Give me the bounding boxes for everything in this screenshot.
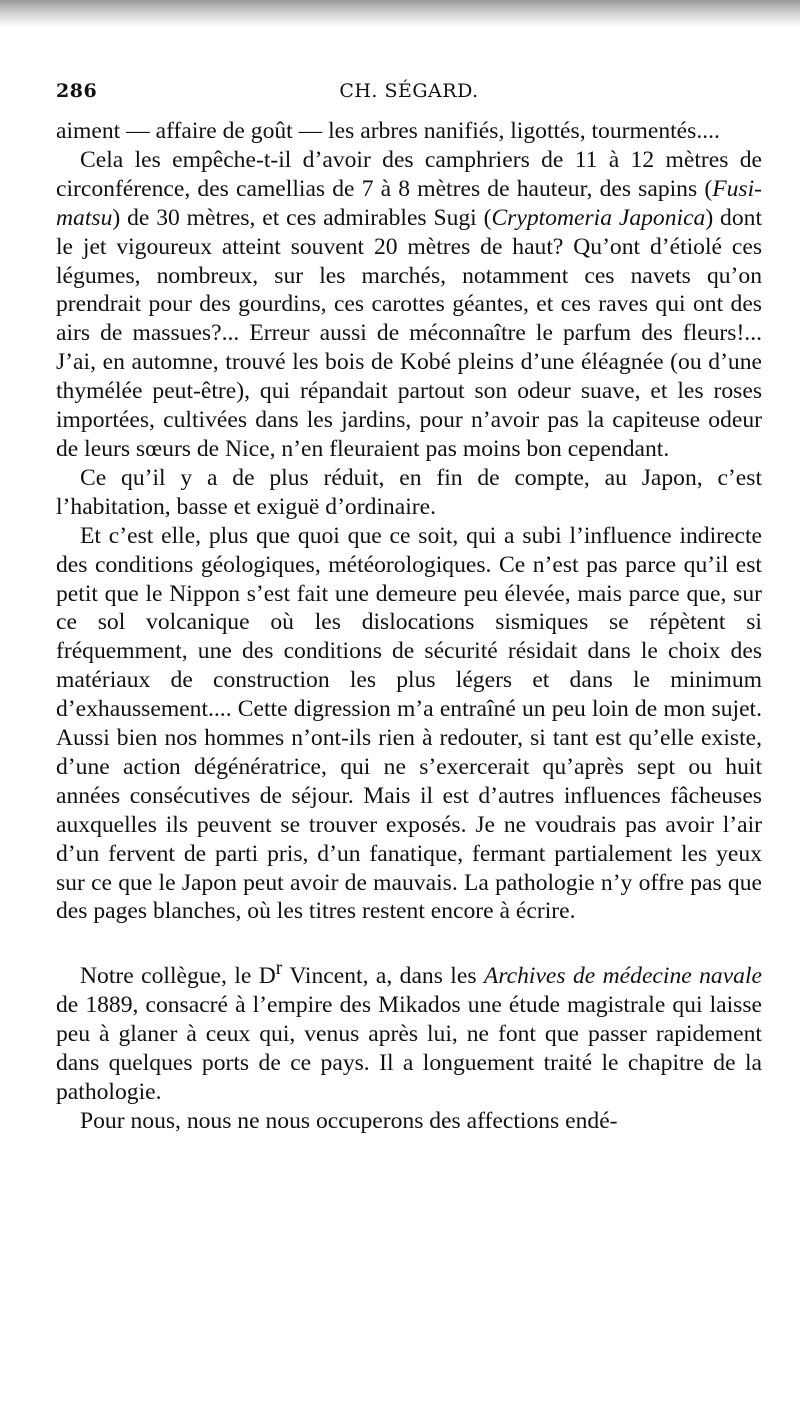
paragraph-text: Ce qu’il y a de plus réduit, en fin de compte, au Japon, c’est l’habitation, basse et exiguë d’ordinaire. <box>56 464 762 520</box>
paragraph-text: aiment — affaire de goût — les arbres nanifiés, ligottés, tourmentés.... <box>56 118 720 144</box>
page-header <box>56 80 762 110</box>
page-number: 286 <box>56 80 98 102</box>
paragraph-text: Et c’est elle, plus que quoi que ce soit, qui a subi l’influence indirecte des conditions géologiques, météorologiques. Ce n’est pas parce qu’il est petit que le Nippon s’est fait une demeure peu élevée, mais parce que, sur ce sol volcanique où les dislocations sismiques se répètent si fréquemment, une des conditions de sécurité résidait dans le choix des matériaux de construction les plus légers et dans le minimum d’exhaussement.... Cette digression m’a entraîné un peu loin de mon sujet. Aussi bien nos hommes n’ont-ils rien à redouter, si tant est qu’elle existe, d’une action dégénératrice, qui ne s’exercerait qu’après sept ou huit années consécutives de séjour. Mais il est d’autres influences fâcheuses auxquelles ils peuvent se trouver exposés. Je ne voudrais pas avoir l’air d’un fervent de parti pris, d’un fanatique, fermant partialement les yeux sur ce que le Japon peut avoir de mauvais. La pathologie n’y offre pas que des pages blanches, où les titres restent encore à écrire. <box>56 522 762 925</box>
paragraph-influence <box>56 522 762 927</box>
paragraph-text: de 1889, consacré à l’empire des Mikados une étude magistrale qui laisse peu à glaner à ceux qui, venus après lui, ne font que passer rapidement dans quelques ports de ce pays. Il a longuement traité le chapitre de la pathologie. <box>56 992 762 1105</box>
paragraph-text: Cela les empêche-t-il d’avoir des camphriers de 11 à 12 mètres de circonférence, des camellias de 7 à 8 mètres de hauteur, des sapins ( <box>56 146 762 202</box>
running-head: CH. SÉGARD. <box>339 80 479 102</box>
superscript: r <box>275 957 283 980</box>
paragraph-plants <box>56 146 762 464</box>
paragraph-text: Vincent, a, dans les <box>282 963 484 990</box>
body-text <box>56 117 762 1136</box>
page-top-shadow <box>0 0 800 28</box>
paragraph-text: Notre collègue, le D <box>80 963 276 990</box>
paragraph-habitation <box>56 464 762 522</box>
journal-title: Archives de médecine navale <box>483 963 762 990</box>
paragraph-text: Pour nous, nous ne nous occuperons des affections endé- <box>80 1107 618 1134</box>
italic-term: Cryptomeria Japonica <box>491 204 706 231</box>
paragraph-vincent <box>56 954 762 1106</box>
paragraph-text: ) de 30 mètres, et ces admirables Sugi ( <box>112 204 492 231</box>
italic-term: Fusi-matsu <box>56 175 762 231</box>
paragraph-final <box>56 1107 762 1136</box>
paragraph-text: ) dont le jet vigoureux atteint souvent 20 mètres de haut? Qu’ont d’étiolé ces légumes, nombreux, sur les marchés, notamment ces navets qu’on prendrait pour des gourdins, ces carottes géantes, et ces raves qui ont des airs de massues?... Erreur aussi de méconnaître le parfum des fleurs!... J’ai, en automne, trouvé les bois de Kobé pleins d’une éléagnée (ou d’une thymélée peut-être), qui répandait partout son odeur suave, et les roses importées, cultivées dans les jardins, pour n’avoir pas la capiteuse odeur de leurs sœurs de Nice, n’en fleuraient pas moins bon cependant. <box>56 204 763 462</box>
paragraph-continuation <box>56 117 762 146</box>
